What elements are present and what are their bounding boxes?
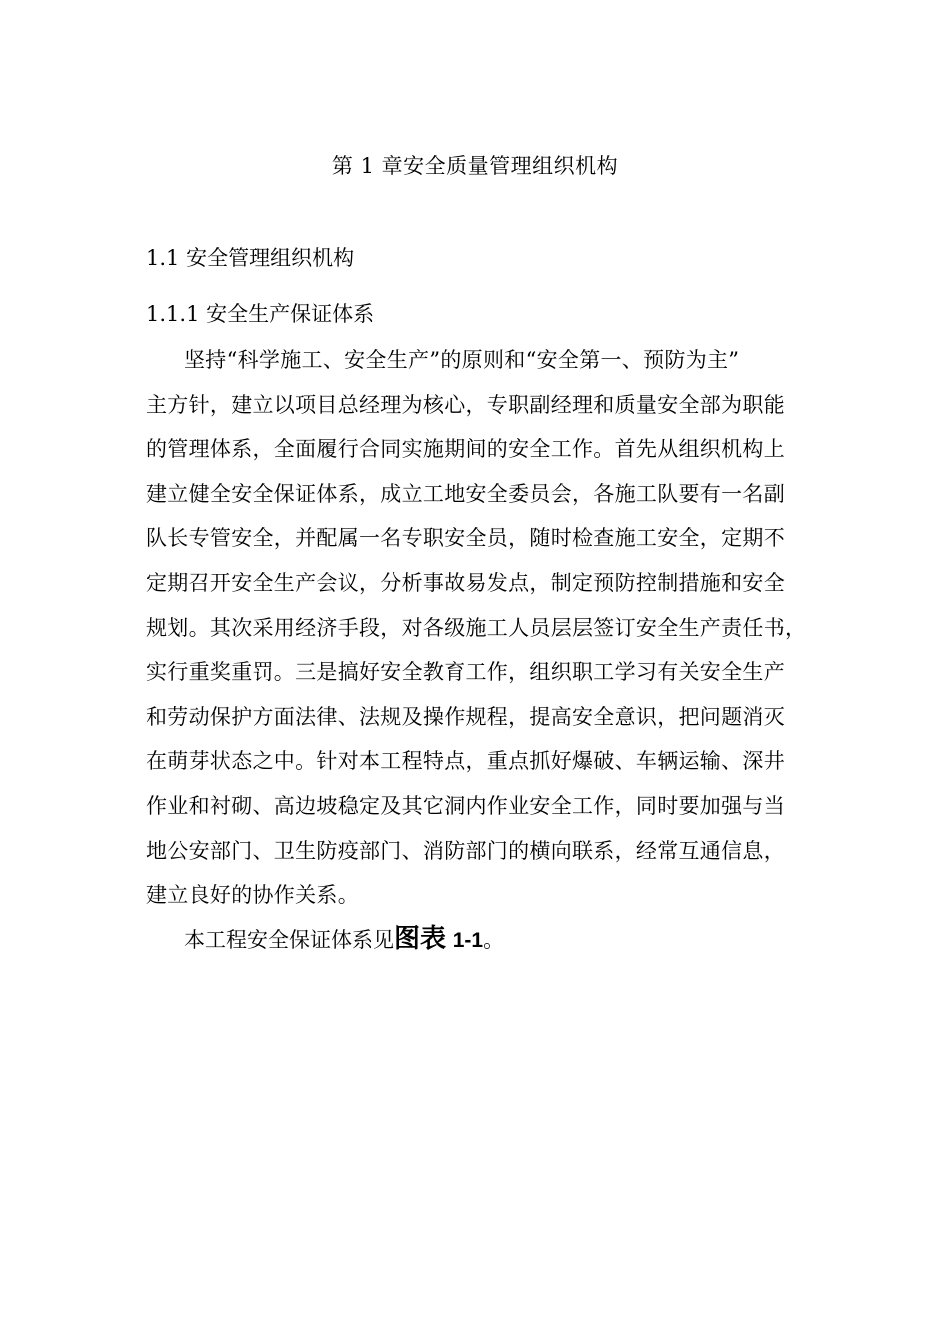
paragraph-line: 定期召开安全生产会议，分析事故易发点，制定预防控制措施和安全 [146, 570, 785, 595]
figure-reference-line [184, 920, 504, 959]
paragraph-line: 实行重奖重罚。三是搞好安全教育工作，组织职工学习有关安全生产 [146, 660, 785, 685]
figure-reference-number: 1-1 [452, 929, 484, 952]
paragraph-line: 地公安部门、卫生防疫部门、消防部门的横向联系，经常互通信息， [146, 838, 785, 863]
paragraph-line: 坚持“科学施工、安全生产”的原则和“安全第一、预防为主” [184, 348, 740, 372]
reference-suffix: 。 [483, 928, 505, 952]
paragraph-line: 建立良好的协作关系。 [146, 883, 359, 908]
section-heading-1-1: 1.1 安全管理组织机构 [146, 246, 355, 270]
paragraph-line: 主方针，建立以项目总经理为核心，专职副经理和质量安全部为职能 [146, 392, 785, 417]
paragraph-line: 规划。其次采用经济手段，对各级施工人员层层签订安全生产责任书， [146, 615, 807, 640]
paragraph-line: 队长专管安全，并配属一名专职安全员，随时检查施工安全，定期不 [146, 526, 785, 551]
paragraph-line: 在萌芽状态之中。针对本工程特点，重点抓好爆破、车辆运输、深井 [146, 749, 785, 774]
paragraph-line: 和劳动保护方面法律、法规及操作规程，提高安全意识，把问题消灭 [146, 704, 785, 729]
paragraph-line: 作业和衬砌、高边坡稳定及其它洞内作业安全工作，同时要加强与当 [146, 793, 785, 818]
paragraph-line: 建立健全安全保证体系，成立工地安全委员会，各施工队要有一名副 [146, 481, 785, 506]
chapter-title: 第 1 章安全质量管理组织机构 [331, 154, 619, 178]
section-heading-1-1-1: 1.1.1 安全生产保证体系 [146, 302, 375, 326]
reference-prefix: 本工程安全保证体系见 [184, 928, 394, 952]
body-paragraph [146, 342, 836, 922]
figure-reference-label: 图表 [394, 923, 447, 953]
paragraph-line: 的管理体系，全面履行合同实施期间的安全工作。首先从组织机构上 [146, 437, 785, 462]
